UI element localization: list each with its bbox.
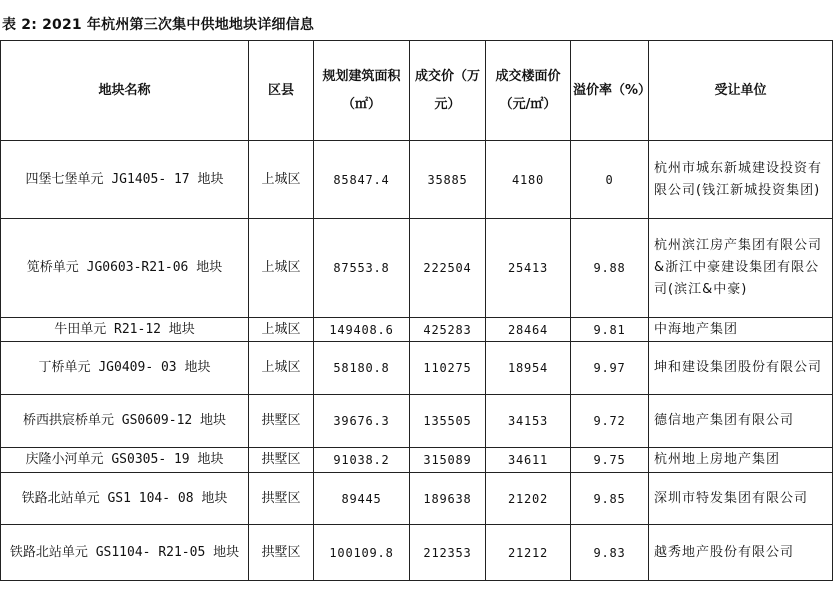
- cell-buyer: 越秀地产股份有限公司: [649, 525, 833, 581]
- cell-premium: 9.72: [571, 395, 649, 448]
- table-row: [1, 525, 833, 581]
- cell-area: 85847.4: [314, 141, 410, 219]
- cell-parcel-name: 庆隆小河单元 GS0305- 19 地块: [1, 448, 249, 473]
- cell-price: 212353: [410, 525, 486, 581]
- header-parcel-name: 地块名称: [1, 41, 249, 141]
- cell-district: 拱墅区: [249, 395, 314, 448]
- table-row: [1, 448, 833, 473]
- header-district: 区县: [249, 41, 314, 141]
- cell-premium: 9.97: [571, 342, 649, 395]
- cell-district: 上城区: [249, 141, 314, 219]
- cell-buyer: 德信地产集团有限公司: [649, 395, 833, 448]
- cell-district: 拱墅区: [249, 525, 314, 581]
- cell-area: 87553.8: [314, 219, 410, 318]
- cell-buyer: 杭州市城东新城建设投资有限公司(钱江新城投资集团): [649, 141, 833, 219]
- cell-area: 89445: [314, 473, 410, 525]
- table-row: [1, 219, 833, 318]
- cell-area: 58180.8: [314, 342, 410, 395]
- cell-district: 上城区: [249, 219, 314, 318]
- table-row: [1, 395, 833, 448]
- cell-unit-price: 34153: [486, 395, 571, 448]
- cell-price: 222504: [410, 219, 486, 318]
- header-transaction-price: 成交价（万元）: [410, 41, 486, 141]
- cell-unit-price: 25413: [486, 219, 571, 318]
- cell-price: 425283: [410, 318, 486, 342]
- cell-area: 100109.8: [314, 525, 410, 581]
- table-row: [1, 473, 833, 525]
- cell-unit-price: 28464: [486, 318, 571, 342]
- cell-parcel-name: 牛田单元 R21-12 地块: [1, 318, 249, 342]
- cell-premium: 9.81: [571, 318, 649, 342]
- cell-price: 35885: [410, 141, 486, 219]
- cell-parcel-name: 铁路北站单元 GS1104- R21-05 地块: [1, 525, 249, 581]
- table-row: [1, 141, 833, 219]
- cell-unit-price: 4180: [486, 141, 571, 219]
- cell-premium: 9.85: [571, 473, 649, 525]
- cell-parcel-name: 笕桥单元 JG0603-R21-06 地块: [1, 219, 249, 318]
- cell-parcel-name: 铁路北站单元 GS1 104- 08 地块: [1, 473, 249, 525]
- cell-premium: 9.83: [571, 525, 649, 581]
- cell-buyer: 杭州地上房地产集团: [649, 448, 833, 473]
- cell-unit-price: 34611: [486, 448, 571, 473]
- cell-buyer: 中海地产集团: [649, 318, 833, 342]
- header-floor-price: 成交楼面价（元/㎡）: [486, 41, 571, 141]
- header-row: [1, 41, 833, 141]
- table-caption: 表 2: 2021 年杭州第三次集中供地地块详细信息: [2, 17, 315, 33]
- header-planned-area: 规划建筑面积（㎡）: [314, 41, 410, 141]
- cell-premium: 9.88: [571, 219, 649, 318]
- cell-unit-price: 21202: [486, 473, 571, 525]
- table-row: [1, 342, 833, 395]
- cell-price: 315089: [410, 448, 486, 473]
- cell-parcel-name: 丁桥单元 JG0409- 03 地块: [1, 342, 249, 395]
- cell-parcel-name: 四堡七堡单元 JG1405- 17 地块: [1, 141, 249, 219]
- cell-premium: 0: [571, 141, 649, 219]
- cell-district: 拱墅区: [249, 473, 314, 525]
- cell-premium: 9.75: [571, 448, 649, 473]
- cell-unit-price: 18954: [486, 342, 571, 395]
- cell-district: 上城区: [249, 342, 314, 395]
- cell-district: 拱墅区: [249, 448, 314, 473]
- cell-buyer: 杭州滨江房产集团有限公司&浙江中豪建设集团有限公司(滨江&中豪): [649, 219, 833, 318]
- header-buyer: 受让单位: [649, 41, 833, 141]
- cell-parcel-name: 桥西拱宸桥单元 GS0609-12 地块: [1, 395, 249, 448]
- cell-price: 110275: [410, 342, 486, 395]
- cell-area: 91038.2: [314, 448, 410, 473]
- cell-buyer: 坤和建设集团股份有限公司: [649, 342, 833, 395]
- land-parcel-table: [0, 40, 833, 581]
- cell-district: 上城区: [249, 318, 314, 342]
- cell-unit-price: 21212: [486, 525, 571, 581]
- header-premium-rate: 溢价率（%）: [571, 41, 649, 141]
- table-row: [1, 318, 833, 342]
- cell-buyer: 深圳市特发集团有限公司: [649, 473, 833, 525]
- cell-area: 149408.6: [314, 318, 410, 342]
- cell-price: 135505: [410, 395, 486, 448]
- cell-area: 39676.3: [314, 395, 410, 448]
- cell-price: 189638: [410, 473, 486, 525]
